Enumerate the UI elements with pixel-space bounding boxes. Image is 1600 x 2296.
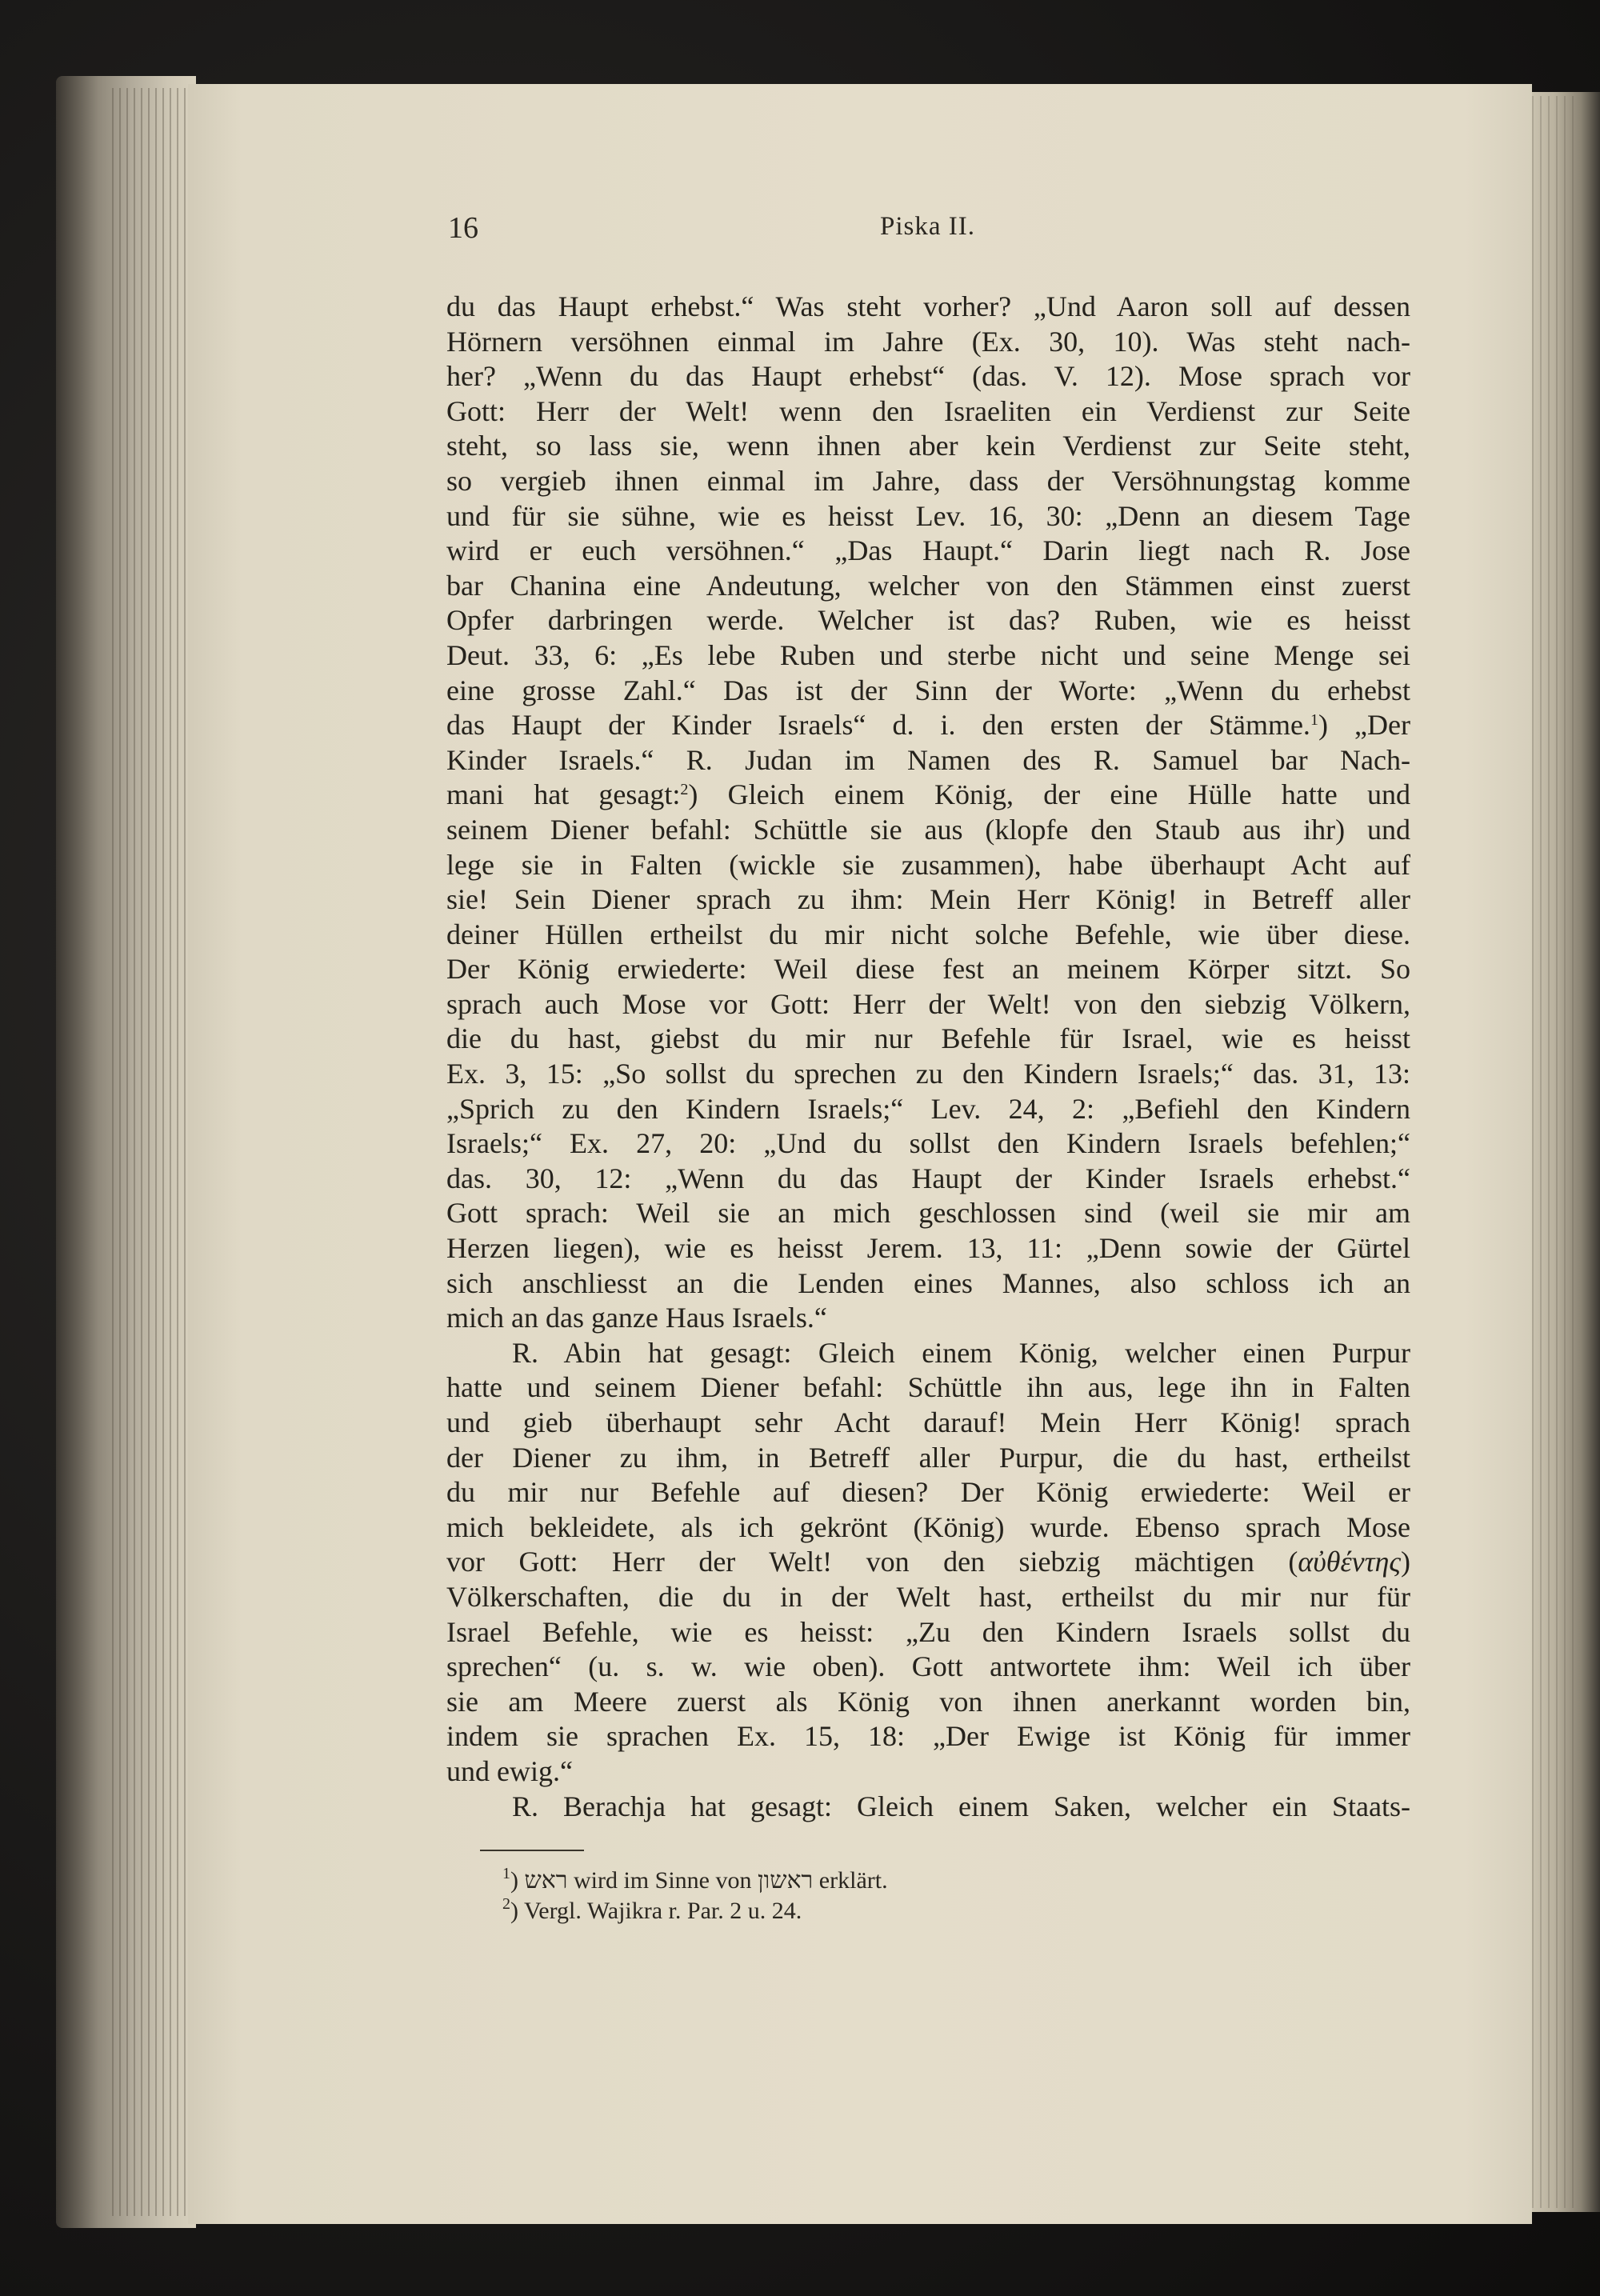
line-text: mani hat gesagt: [446,778,681,811]
text-line [446,848,1410,883]
text-line [446,603,1410,638]
line-text: deiner Hüllen ertheilst du mir nicht solche Befehle, wie über diese. [446,918,1410,950]
text-line [446,464,1410,499]
line-text-continued: ) „Der [1318,709,1410,742]
line-text: R. Berachja hat gesagt: Gleich einem Saken, welcher ein Staats- [512,1790,1410,1822]
line-text: sie am Meere zuerst als König von ihnen anerkannt worden bin, [446,1685,1410,1718]
text-line [446,882,1410,918]
line-text-continued: ) [1401,1546,1410,1578]
text-line [446,1057,1410,1092]
line-text: steht, so lass sie, wenn ihnen aber kein Verdienst zur Seite steht, [446,430,1410,462]
text-line [446,674,1410,709]
greek-word: αὐθέντης [1298,1546,1401,1578]
text-line [446,1719,1410,1754]
line-text: mich an das ganze Haus Israels.“ [446,1302,827,1334]
line-text: du mir nur Befehle auf diesen? Der König erwiederte: Weil er [446,1476,1410,1509]
text-line [446,290,1410,325]
text-line [446,394,1410,430]
line-text: sprechen“ (u. s. w. wie oben). Gott antwortete ihm: Weil ich über [446,1650,1410,1683]
line-text: Völkerschaften, die du in der Welt hast, ertheilst du mir nur für [446,1580,1410,1613]
text-line [446,359,1410,394]
line-text: Hörnern versöhnen einmal im Jahre (Ex. 30, 10). Was steht nach- [446,325,1410,358]
text-line [446,1370,1410,1406]
page-number: 16 [448,211,478,245]
line-text: und gieb überhaupt sehr Acht darauf! Mein Herr König! sprach [446,1406,1410,1438]
line-text: hatte und seinem Diener befahl: Schüttle ihn aus, lege ihn in Falten [446,1371,1410,1404]
text-line [446,708,1410,743]
line-text: seinem Diener befahl: Schüttle sie aus (klopfe den Staub aus ihr) und [446,813,1410,846]
text-line [446,1685,1410,1720]
text-line [446,1336,1410,1371]
line-text: Gott: Herr der Welt! wenn den Israeliten ein Verdienst zur Seite [446,394,1410,427]
text-line [446,1475,1410,1510]
text-line [446,1545,1410,1580]
line-text: so vergieb ihnen einmal im Jahre, dass der Versöhnungstag komme [446,464,1410,497]
text-line [446,952,1410,987]
text-line [446,987,1410,1022]
line-text: Israels;“ Ex. 27, 20: „Und du sollst den Kindern Israels befehlen;“ [446,1127,1410,1160]
text-line [446,1790,1410,1825]
page-stack-left [112,88,192,2216]
text-line [446,1231,1410,1266]
line-text: bar Chanina eine Andeutung, welcher von den Stämmen einst zuerst [446,569,1410,602]
text-line [446,743,1410,778]
line-text: Israel Befehle, wie es heisst: „Zu den Kindern Israels sollst du [446,1615,1410,1648]
line-text: Der König erwiederte: Weil diese fest an meinem Körper sitzt. So [446,953,1410,986]
line-text: und ewig.“ [446,1754,573,1787]
text-line [446,1092,1410,1127]
line-text: Gott sprach: Weil sie an mich geschlossen sind (weil sie mir am [446,1197,1410,1230]
text-line [446,1510,1410,1546]
line-text: der Diener zu ihm, in Betreff aller Purpur, die du hast, ertheilst [446,1441,1410,1474]
text-line [446,918,1410,953]
text-line [446,778,1410,813]
footnote-text: ) ראש wird im Sinne von ראשון erklärt. [510,1867,888,1894]
body-text [446,290,1410,1824]
text-line [446,1266,1410,1302]
text-line [446,499,1410,534]
line-text: indem sie sprachen Ex. 15, 18: „Der Ewige ist König für immer [446,1720,1410,1753]
line-text: das Haupt der Kinder Israels“ d. i. den ersten der Stämme. [446,709,1310,742]
section-title: Piska II. [880,212,975,241]
line-text: vor Gott: Herr der Welt! von den siebzig mächtigen ( [446,1546,1298,1578]
line-text: Opfer darbringen werde. Welcher ist das? Ruben, wie es heisst [446,604,1410,637]
footnote-number: 2 [502,1895,510,1913]
text-line [446,1406,1410,1441]
line-text: „Sprich zu den Kindern Israels;“ Lev. 24, 2: „Befiehl den Kindern [446,1092,1410,1125]
line-text: Deut. 33, 6: „Es lebe Ruben und sterbe nicht und seine Menge sei [446,638,1410,671]
line-text: Herzen liegen), wie es heisst Jerem. 13, 11: „Denn sowie der Gürtel [446,1232,1410,1265]
page-stack-right [1532,96,1580,2208]
text-line [446,1441,1410,1476]
line-text: wird er euch versöhnen.“ „Das Haupt.“ Darin liegt nach R. Jose [446,534,1410,567]
footnote-rule [480,1850,584,1851]
footnote [502,1896,1142,1926]
line-text: mich bekleidete, als ich gekrönt (König) wurde. Ebenso sprach Mose [446,1510,1410,1543]
line-text: R. Abin hat gesagt: Gleich einem König, welcher einen Purpur [512,1336,1410,1369]
line-text: das. 30, 12: „Wenn du das Haupt der Kinder Israels erhebst.“ [446,1162,1410,1194]
text-line [446,813,1410,848]
text-line [446,1196,1410,1231]
text-line [446,429,1410,464]
text-line [446,1650,1410,1685]
footnote-marker: 2 [680,781,689,799]
line-text: lege sie in Falten (wickle sie zusammen), habe überhaupt Acht auf [446,848,1410,881]
text-line [446,1615,1410,1650]
text-line [446,1162,1410,1197]
text-line [446,1754,1410,1790]
footnote-text: ) Vergl. Wajikra r. Par. 2 u. 24. [510,1898,802,1924]
line-text: her? „Wenn du das Haupt erhebst“ (das. V. 12). Mose sprach vor [446,360,1410,393]
line-text: du das Haupt erhebst.“ Was steht vorher? „Und Aaron soll auf dessen [446,290,1410,322]
text-line [446,1126,1410,1162]
text-line [446,569,1410,604]
line-text: Ex. 3, 15: „So sollst du sprechen zu den Kindern Israels;“ das. 31, 13: [446,1058,1410,1090]
text-line [446,534,1410,569]
footnote-number: 1 [502,1865,510,1882]
line-text: sich anschliesst an die Lenden eines Mannes, also schloss ich an [446,1266,1410,1299]
line-text: die du hast, giebst du mir nur Befehle für Israel, wie es heisst [446,1022,1410,1055]
text-line [446,1580,1410,1615]
running-head [448,210,1408,250]
text-line [446,1301,1410,1336]
footnote-marker: 1 [1310,711,1318,730]
line-text-continued: ) Gleich einem König, der eine Hülle hatte und [688,778,1410,811]
footnotes [502,1866,1142,1926]
line-text: Kinder Israels.“ R. Judan im Namen des R. Samuel bar Nach- [446,743,1410,776]
line-text: und für sie sühne, wie es heisst Lev. 16, 30: „Denn an diesem Tage [446,499,1410,532]
line-text: sie! Sein Diener sprach zu ihm: Mein Herr König! in Betreff aller [446,883,1410,916]
text-line [446,325,1410,360]
text-line [446,1022,1410,1057]
line-text: sprach auch Mose vor Gott: Herr der Welt! von den siebzig Völkern, [446,987,1410,1020]
footnote [502,1866,1142,1896]
line-text: eine grosse Zahl.“ Das ist der Sinn der Worte: „Wenn du erhebst [446,674,1410,706]
text-line [446,638,1410,674]
